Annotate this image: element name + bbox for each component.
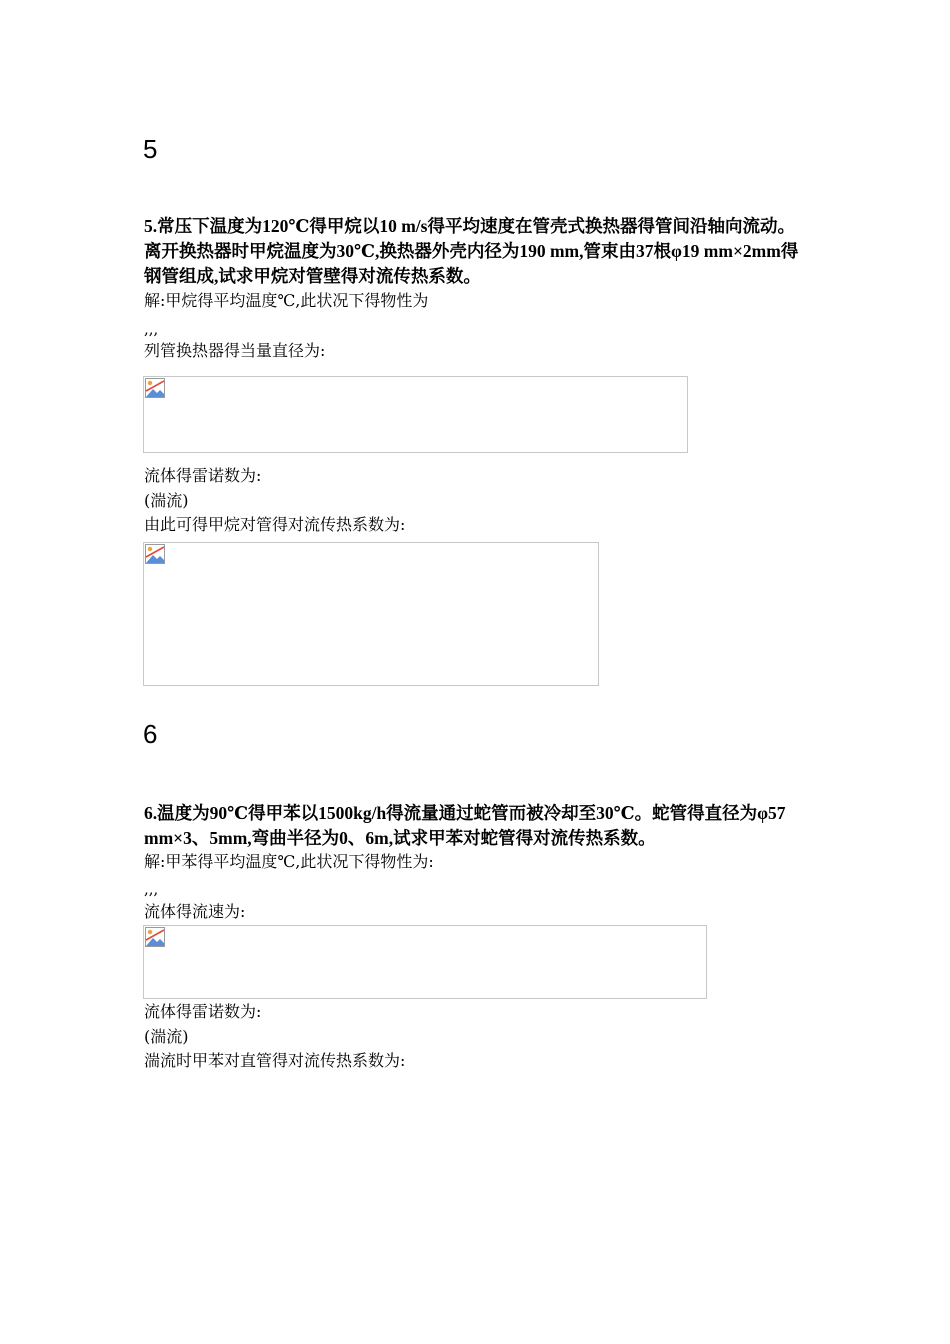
question-6: 6.温度为90℃得甲苯以1500kg/h得流量通过蛇管而被冷却至30℃。蛇管得直径为φ57 mm×3、5mm,弯曲半径为0、6m,试求甲苯对蛇管得对流传热系数。 [144, 803, 786, 848]
solution-intro-6: 解:甲苯得平均温度℃,此状况下得物性为: [144, 852, 434, 871]
broken-image-icon [145, 378, 165, 398]
straight-tube-label: 湍流时甲苯对直管得对流传热系数为: [144, 1051, 406, 1070]
property-placeholders-6: ,,, [144, 880, 159, 898]
velocity-label: 流体得流速为: [144, 902, 246, 921]
section-number-5: 5 [143, 134, 158, 164]
turbulent-note-5: (湍流) [144, 491, 189, 510]
turbulent-note-6: (湍流) [144, 1027, 189, 1046]
question-5: 5.常压下温度为120℃得甲烷以10 m/s得平均速度在管壳式换热器得管间沿轴向流动。离开换热器时甲烷温度为30℃,换热器外壳内径为190 mm,管束由37根φ19 mm×2mm得钢管组成,试求甲烷对管壁得对流传热系数。 [144, 216, 799, 286]
property-placeholders-5: ,,, [144, 320, 159, 338]
reynolds-label-5: 流体得雷诺数为: [144, 466, 262, 485]
velocity-formula-image [143, 925, 707, 999]
reynolds-label-6: 流体得雷诺数为: [144, 1002, 262, 1021]
heat-transfer-formula-image [143, 542, 599, 686]
broken-image-icon [145, 544, 165, 564]
section-number-6: 6 [143, 719, 158, 749]
broken-image-icon [145, 927, 165, 947]
equivalent-diameter-formula-image [143, 376, 688, 453]
solution-intro-5: 解:甲烷得平均温度℃,此状况下得物性为 [144, 291, 429, 310]
equivalent-diameter-label: 列管换热器得当量直径为: [144, 341, 326, 360]
heat-transfer-result-label: 由此可得甲烷对管得对流传热系数为: [144, 515, 406, 534]
